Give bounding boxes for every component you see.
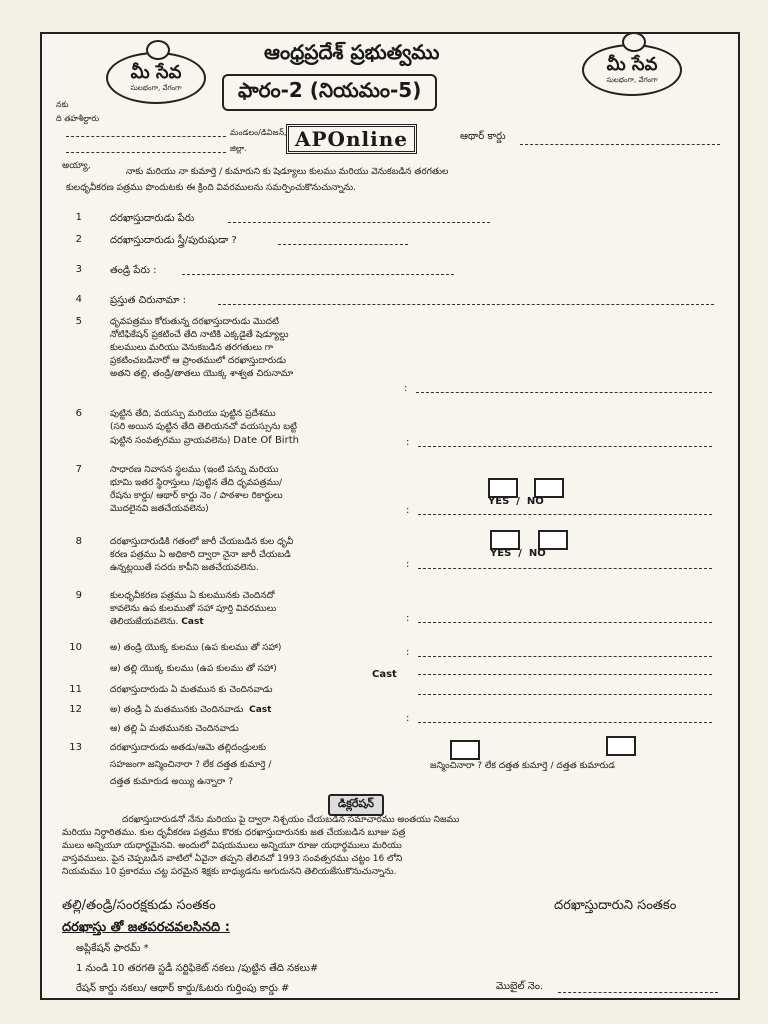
address-line1: ది తహశీల్దారు: [56, 114, 99, 123]
item-number: 7: [75, 464, 82, 475]
aponline-logo: APOnline: [286, 124, 417, 154]
aadhaar-blank[interactable]: [520, 144, 720, 145]
logo-subtext: సులభంగా, వేగంగా: [130, 84, 182, 92]
item-label: అ) తండ్రి ఏ మతమునకు చెందినవాడు Cast ఆ) తల్లి ఏ మతమునకు చెందినవాడు: [110, 705, 272, 734]
salutation: అయ్యా,: [62, 161, 91, 171]
colon: :: [404, 383, 408, 394]
attachment-item: రేషన్ కార్డు నకలు/ ఆథార్ కార్డు/ఓటరు గుర్తింపు కార్డు #: [76, 983, 290, 994]
colon: :: [406, 613, 410, 624]
gender-field[interactable]: [278, 244, 408, 245]
district-blank[interactable]: [66, 152, 226, 153]
cast-annotation: Cast: [249, 705, 272, 715]
attachment-item: అప్లికేషన్ ఫారమ్ *: [76, 943, 149, 954]
form-number-box: ఫారం-2 (నియమం-5): [222, 74, 437, 111]
logo-text: మీ సేవ: [606, 54, 658, 75]
attachment-item: 1 నుండి 10 తరగతి స్టడీ సర్టిఫికెట్ నకలు /పుట్టిన తేది నకలు#: [76, 963, 319, 974]
guardian-signature-label: తల్లి/తండ్రి/సంరక్షకుడు సంతకం: [62, 898, 216, 913]
applicant-name-field[interactable]: [228, 222, 490, 223]
cast-annotation: Cast: [372, 669, 397, 680]
item-label: సాధారణ నివాసన స్థలము (ఇంటి పన్ను మరియు భూమి ఇతర స్థిరాస్తులు /పుట్టిన తేది ధృవపత్రము/ రేషను కార్డు/ ఆథార్ కార్డు నెం / పాఠశాల రికార్డులు మొదలైనవి జతచేయవలెను): [110, 465, 283, 514]
mobile-field[interactable]: [558, 992, 718, 993]
intro-line-1: నాకు మరియు నా కుమార్తె / కుమారుని కు షెడ్యూలు కులము మరియు వెనుకబడిన తరగతుల: [126, 167, 449, 177]
item-number: 8: [75, 536, 82, 547]
adopted-checkbox[interactable]: [606, 736, 636, 756]
item-label: దరఖాస్తుదారుడికి గతంలో జారీ చేయబడిన కుల ధృవీ కరణ పత్రము ఏ అధికారి ద్వారా నైనా జారీ చేయబడి ఉన్నట్లయితే సదరు కాపీని జతచేయవలెను.: [110, 537, 294, 573]
item-label: అ) తండ్రి యొక్క కులము (ఉప కులము తో సహా) ఆ) తల్లి యొక్క కులము (ఉప కులము తో సహా): [110, 643, 282, 674]
intro-line-2: కులధృవీకరణ పత్రము పొందుటకు ఈ క్రింది వివరములను సమర్పించుకొనుచున్నాను.: [66, 183, 356, 193]
mandal-blank[interactable]: [66, 136, 226, 137]
item-label: ప్రస్తుత చిరునామా :: [110, 295, 187, 306]
item-label: దరఖాస్తుదారుడు పేరు: [110, 213, 195, 224]
colon: :: [406, 647, 410, 658]
colon: :: [406, 713, 410, 724]
item-number: 12: [69, 704, 82, 715]
item-label: ధృవపత్రము కోరుతున్న దరఖాస్తుదారుడు మొదటి నోటిఫికేషన్ ప్రకటించే తేది నాటికి ఎక్కడైతే షెడ్యూల్డు కులములు మరియు వెనుకబడిన తరగతులు గా ప్రకటించబడినారో ఆ ప్రాంతములో దరఖాస్తుదారుడు అతని తల్లి, తండ్రి/తాతలు యొక్క శాశ్వత చిరునామా: [110, 317, 294, 379]
emblem-icon: [146, 40, 170, 60]
meeseva-logo-right: [582, 44, 682, 96]
previous-certificate-field[interactable]: [418, 568, 712, 569]
mother-caste-field[interactable]: [418, 674, 712, 675]
item-number: 5: [75, 316, 82, 327]
father-religion-field[interactable]: [418, 722, 712, 723]
item-number: 1: [75, 212, 82, 223]
district-label: జిల్లా.: [230, 144, 247, 153]
colon: :: [406, 559, 410, 570]
item-label: దరఖాస్తుదారుడు ఏ మతమున కు చెందినవాడు: [110, 685, 273, 695]
caste-detail-field[interactable]: [418, 622, 712, 623]
father-name-field[interactable]: [182, 274, 454, 275]
natural-birth-checkbox[interactable]: [450, 740, 480, 760]
no-checkbox[interactable]: [538, 530, 568, 550]
yes-checkbox[interactable]: [488, 478, 518, 498]
no-checkbox[interactable]: [534, 478, 564, 498]
item-label: పుట్టిన తేది, వయస్సు మరియు పుట్టిన ప్రదేశము (సరి అయిన పుట్టిన తేది తెలియనచో వయస్సును బట్టి పుట్టిన సంవత్సరము వ్రాయవలెను) Date Of Birth: [110, 409, 299, 446]
address-to: నకు: [56, 100, 69, 109]
declaration-text: దరఖాస్తుదారుడనో నేను మరియు పై ద్వారా నిశ్చయం చేయబడిన సమాచారము అంతయు నిజము మరియు నిర్ధారితము. కుల ధృవీకరణ పత్రము కొరకు ధరఖాస్తుదారునకు జత చేయబడిన బూజు పత్ర ములు అన్నియూ యధార్థమైనవి. అందులో విషయములు అన్నియూ రూజు యధార్థములు మరియు వాస్తవములు. పైన చెప్పబడిన వాటిలో ఏవైనా తప్పని తేలినచో 1993 సంవత్సరము చట్టం 16 లోని నియమము 10 ప్రకారము చట్ట పరమైన శిక్షకు బాధ్యుడను అగుదునని తెలియజేసుకొనుచున్నాను.: [62, 815, 460, 877]
item-number: 3: [75, 264, 82, 275]
item-number: 10: [69, 642, 82, 653]
item-number: 4: [75, 294, 82, 305]
yes-no-label: YES / NO: [488, 496, 544, 507]
item-number: 2: [75, 234, 82, 245]
item-number: 6: [75, 408, 82, 419]
declaration-heading: డిక్లరేషన్: [328, 794, 384, 816]
meeseva-logo-left: [106, 52, 206, 104]
item-label: దరఖాస్తుదారుడు స్త్రీ/పురుషుడా ?: [110, 235, 237, 246]
father-caste-field[interactable]: [418, 656, 712, 657]
item-label: దరఖాస్తుదారుడు అతడు/ఆమె తల్లిదండ్రులకు సహజంగా జన్మించినారా ? లేక దత్తత కుమార్తె / దత్తత కుమారుడ అయ్యి ఉన్నారా ?: [110, 743, 272, 787]
mobile-label: మొబైల్ నెం.: [496, 981, 544, 992]
attachments-heading: దరఖాస్తు తో జతపరచవలసినది :: [62, 920, 230, 935]
govt-title: ఆంధ్రప్రదేశ్ ప్రభుత్వము: [264, 40, 440, 64]
item-number: 11: [69, 684, 82, 695]
emblem-icon: [622, 32, 646, 52]
colon: :: [406, 437, 410, 448]
mandal-label: మండలం/డివిజన్,: [230, 128, 287, 137]
item-number: 13: [69, 742, 82, 753]
residence-field[interactable]: [418, 514, 712, 515]
yes-checkbox[interactable]: [490, 530, 520, 550]
item-label: తండ్రి పేరు :: [110, 265, 157, 276]
logo-text: మీ సేవ: [130, 62, 182, 83]
application-form-page: [40, 32, 740, 1000]
present-address-field[interactable]: [218, 304, 714, 305]
logo-subtext: సులభంగా, వేగంగా: [606, 76, 658, 84]
yes-no-label: YES / NO: [490, 548, 546, 559]
q13-options: జన్మించినారా ? లేక దత్తత కుమార్తె / దత్తత కుమారుడ: [430, 761, 615, 771]
item-label: కులధృవీకరణ పత్రము ఏ కులమునకు చెందినదో కావలెను ఉప కులముతో సహా పూర్తి వివరములు తెలియజేయవలెను. Cast: [110, 591, 277, 627]
permanent-address-field[interactable]: [416, 392, 712, 393]
applicant-signature-label: దరఖాస్తుదారుని సంతకం: [554, 898, 677, 913]
aadhaar-label: ఆథార్ కార్డు: [460, 131, 506, 142]
religion-field[interactable]: [418, 694, 712, 695]
item-number: 9: [75, 590, 82, 601]
cast-annotation: Cast: [181, 617, 204, 627]
dob-annotation: Date Of Birth: [233, 435, 299, 446]
colon: :: [406, 505, 410, 516]
dob-field[interactable]: [418, 446, 712, 447]
